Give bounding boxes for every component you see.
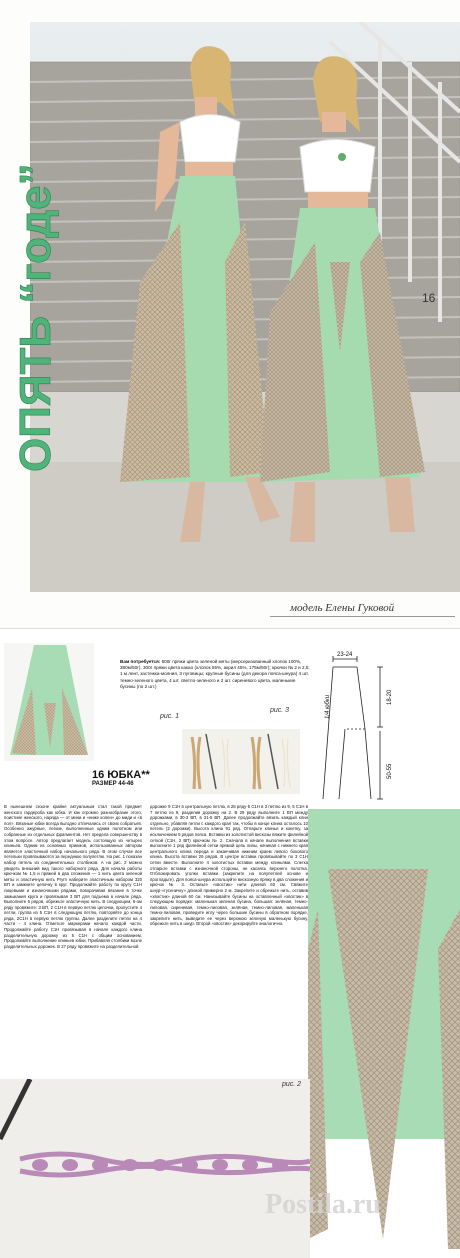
credit-divider <box>270 616 455 617</box>
watermark: Postila.ru <box>265 1189 381 1220</box>
dim-top: 23-24 <box>337 652 353 658</box>
figure-1-caption: рис. 1 <box>160 713 180 720</box>
instructions-column-1: В нынешнем сезоне крайне актуальным стал такой предмет женского гардероба как юбка. И как огромно разнообразие этого, поистине женского, наряда — от мини и «ниже колен» до миди и «в пол». Вязаные юбки всегда выгодно отличались от своих собратьев. Особенно ажурные, легкие, выполненные одним полотном или собранные из отдельных фрагментов. Нет предела совершенству в этом вопросе. Автор предлагает модель состоящую из четырех клиньев. Одним из основных приемов, использованных автором является эластичный набор начального ряда. В этом случае все петельки провязываются за переднюю полупетлю. На рис. 1 показан набор петель из соединительных столбиков. А на рис. 2 можно увидеть внешний вид такого наборного ряда. Для начала работы крючком № 1,5 и пряжей в два сложения — 1 нить цвета зеленой мяты и эластичную нить Pryrn наберите эластичным набором 320 ВП и замкните цепочку в круг. Продолжайте работу по кругу С1Н лицевыми и изнаночными рядами, поворачивая вязание в точке замыкания круга и провязывая 3 ВП для подъема в начале ряда. Выполните 5 рядов, обрежьте эластичную нить. В следующем, 6-ом ряду провяжите: 3 ВП, 2 С1Н в первую петлю цепочки, пропустите 4 петли, группа из 5 С1Н в следующую петлю, повторяйте до конца ряда, 2С1Н в первую петлю группы. Далее разделите петли на 4 части - 4 клина. Отметьте маркерами начало каждой части. Продолжайте работу С1Н провязывая в начале каждого клина разделительную дорожку из 5 С1Н с общим основанием. Продолжайте выполнение клиньев юбки. Прибавляя столбики возле разделительных дорожек. В 27 ряду провяжите на разделительной <box>4 804 142 949</box>
materials-text <box>120 659 310 690</box>
crochet-chain-photo <box>182 729 300 794</box>
materials-label: Вам потребуется: <box>120 659 161 664</box>
skirt-heading: 16 ЮБКА** <box>92 769 150 781</box>
dim-right-bottom: 50-55 <box>387 763 393 779</box>
figure-3-caption: рис. 3 <box>270 707 290 714</box>
instructions-column-2: дорожке 9 С1Н в центральную петлю, в 28 ряду-5 С1Н в 3 петлю из 9, 5 С1Н в 7 петлю из 9, разделив дорожку на 2. В 29 ряду выполните 1 ВП между дорожками, в 30-3 ВП, в 31-5 ВП. Далее продолжайте вязать каждый клин отдельно, убавляя петли с каждого края так, чтобы в конце клина осталось 10 петель (2 дорожки). Высота клина 91 ряд. Отпарьте клинья и кокетку, за исключением 5 рядов пояса. Вставки из золотистой вискозы вяжите филейной сеткой (С1Н, 2 ВП) крючком № 2. Сначала в начале выполнения вставки выполните 1 ряд филейной сетки прямой цепь липы, начиная с нижнего края центрального клина переда и заканчивая нижним краем левого бокового клина. Высота вставки 26 рядов. В центре вставки провязывайте по 3 С1Н сетки вместе. Выполните 4 золотистых вставки между клиньями. Слегка отпарьте вставки с изнаночной стороны, не касаясь верхнего полотна. Отблокировать уголки вставки (закрепите на полупетлей основе и прогладьте). Для пояса-шнура используйте вискозную пряжу в два сложения и крючок № 3. Оставьте «хвостик» нити длиной 60 см. Свяжите шнур-«гусеничку» длиной примерно 2 м. Закрепите и обрежьте нить, оставив «хвостик» длиной 60 см. Нанизывайте бусины на оставленный «хвостик» в следующем порядке: маленькая зеленая бусина, большая: зелёная, темно-лиловая, сиреневая, темно-лиловая, зелёная, темно-лиловая, маленькая темно-лиловая, проведите иглу через большие бусины в обратном порядке, закрепите нить, выведите ее через верхнюю зеленую маленькую бусину, обрежьте нить в шнур. Второй «хвостик» декорируйте аналогично. <box>150 804 308 927</box>
page-number: 16 <box>422 291 436 305</box>
chain-stitch-photo <box>0 1079 310 1258</box>
materials-body: 500г пряжи цвета зеленой мяты (мерсеризованный хлопок 100%, 380м/50г), 300г пряжи цвета какао (хлопок 55%, акрил 45%, 175м/50г); крючки № 2 и 2,5; 1 м лент, застежка-молния, 3 пуговицы; крупные бусины (для декора пояса-шнура) 4 шт. темно-зеленого цвета, 4 шт. светло-зеленого и 2 шт. сиреневого цвета, маленькие бусины (по 2 шт.) <box>120 659 310 689</box>
skirt-thumbnail-photo <box>4 643 94 761</box>
designer-credit: модель Елены Гуковой <box>290 602 395 614</box>
page-title <box>6 150 66 480</box>
fashion-photo <box>30 22 460 592</box>
pattern-diagram <box>315 649 455 809</box>
dim-right-top: 18-20 <box>387 689 393 705</box>
dim-quarter: 1/4 юбки <box>325 694 331 719</box>
size-label: РАЗМЕР 44-46 <box>92 781 134 787</box>
figure-2-caption: рис. 2 <box>282 1081 302 1088</box>
magazine-page-photo <box>0 0 460 628</box>
svg-text:ОПЯТЬ “годе”: ОПЯТЬ “годе” <box>11 163 60 472</box>
magazine-page-instructions <box>0 628 460 1258</box>
